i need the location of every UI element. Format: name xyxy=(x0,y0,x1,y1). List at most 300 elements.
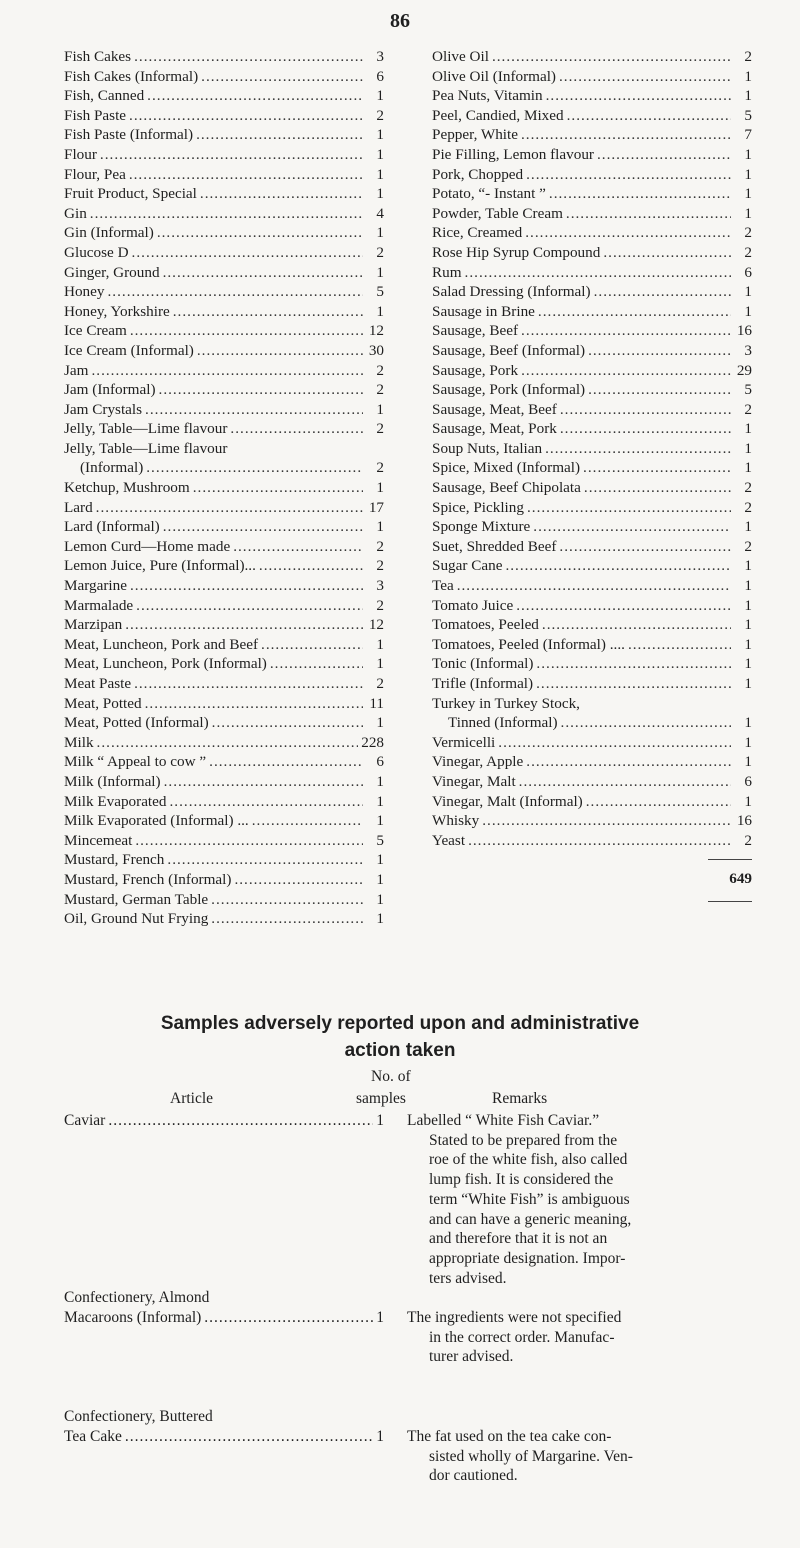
item-count: 2 xyxy=(744,537,752,555)
dot-leader xyxy=(167,850,363,870)
item-count: 16 xyxy=(736,322,752,340)
item-name: Tomato Juice xyxy=(432,596,514,614)
right-item-row xyxy=(432,47,752,67)
left-item-row xyxy=(64,67,384,87)
right-item-row xyxy=(432,243,752,263)
item-count: 1 xyxy=(744,518,752,536)
remarks-line: in the correct order. Manufac- xyxy=(429,1328,615,1346)
item-name: Vermicelli xyxy=(432,733,496,751)
dot-leader xyxy=(259,556,363,576)
item-count: 1 xyxy=(376,518,384,536)
item-count: 2 xyxy=(376,459,384,477)
item-name: Lemon Curd—Home made xyxy=(64,537,231,555)
right-item-row xyxy=(432,615,752,635)
item-name: Spice, Pickling xyxy=(432,498,524,516)
right-item-row xyxy=(432,184,752,204)
item-name: Meat, Luncheon, Pork (Informal) xyxy=(64,655,267,673)
dot-leader xyxy=(492,47,731,67)
dot-leader xyxy=(567,106,731,126)
item-name: Tonic (Informal) xyxy=(432,655,534,673)
item-count: 2 xyxy=(376,420,384,438)
left-item-row xyxy=(64,86,384,106)
right-item-row xyxy=(432,674,752,694)
item-count: 2 xyxy=(376,361,384,379)
left-item-row xyxy=(64,615,384,635)
item-count: 1 xyxy=(376,714,384,732)
item-name: Yeast xyxy=(432,831,466,849)
item-count: 1 xyxy=(744,557,752,575)
dot-leader xyxy=(91,361,363,381)
dot-leader xyxy=(170,792,364,812)
item-name: Meat Paste xyxy=(64,675,132,692)
total-count: 649 xyxy=(729,870,752,888)
dot-leader xyxy=(583,458,731,478)
left-item-row xyxy=(64,145,384,165)
dot-leader xyxy=(108,1111,373,1131)
item-count: 1 xyxy=(744,616,752,634)
right-item-row xyxy=(432,125,752,145)
item-name: Rose Hip Syrup Compound xyxy=(432,243,601,261)
item-count: 29 xyxy=(736,361,752,379)
remarks-line: roe of the white fish, also called xyxy=(429,1151,628,1169)
right-item-row xyxy=(432,517,752,537)
right-item-row xyxy=(432,145,752,165)
remarks-line: The fat used on the tea cake con- xyxy=(407,1428,612,1445)
item-count: 2 xyxy=(744,224,752,242)
article-line xyxy=(64,1427,384,1447)
item-name: Fish, Canned xyxy=(64,87,145,105)
left-item-row xyxy=(64,713,384,733)
entry-remarks xyxy=(407,1111,737,1288)
remarks-line: appropriate designation. Impor- xyxy=(429,1249,626,1267)
left-item-row xyxy=(64,165,384,185)
no-of-header: No. of xyxy=(371,1068,411,1085)
item-name: Sausage, Meat, Pork xyxy=(432,420,557,438)
dot-leader xyxy=(108,282,364,302)
item-name: Tinned (Informal) xyxy=(448,714,558,732)
item-count: 2 xyxy=(744,831,752,849)
dot-leader xyxy=(212,713,363,733)
left-item-row xyxy=(64,733,384,753)
item-count: 1 xyxy=(376,890,384,908)
right-item-row xyxy=(432,380,752,400)
item-name: Sausage in Brine xyxy=(432,302,535,320)
item-name: Fish Paste xyxy=(64,106,127,124)
item-name: Ginger, Ground xyxy=(64,263,160,281)
item-name: Mustard, French (Informal) xyxy=(64,870,232,888)
item-name: Rice, Creamed xyxy=(432,224,523,242)
dot-leader xyxy=(134,674,363,694)
right-item-row xyxy=(432,86,752,106)
item-name: Pea Nuts, Vitamin xyxy=(432,87,543,105)
item-count: 2 xyxy=(744,479,752,497)
item-count: 12 xyxy=(368,322,384,340)
item-name: Sausage, Pork xyxy=(432,361,519,379)
remarks-line: ters advised. xyxy=(429,1269,507,1287)
dot-leader xyxy=(129,165,363,185)
item-count: 2 xyxy=(744,48,752,65)
dot-leader xyxy=(163,517,363,537)
right-item-row xyxy=(432,458,752,478)
item-count: 1 xyxy=(744,714,752,732)
right-item-row xyxy=(432,596,752,616)
item-name: Milk “ Appeal to cow ” xyxy=(64,753,207,771)
dot-leader xyxy=(536,674,731,694)
item-name: Pork, Chopped xyxy=(432,165,524,183)
dot-leader xyxy=(197,341,363,361)
right-item-row xyxy=(432,654,752,674)
item-count: 1 xyxy=(376,224,384,242)
left-item-row xyxy=(64,909,384,929)
entry-count: 1 xyxy=(376,1112,384,1129)
dot-leader xyxy=(526,165,731,185)
right-item-row xyxy=(432,282,752,302)
dot-leader xyxy=(560,400,731,420)
entry-remarks xyxy=(407,1308,737,1367)
remarks-line: lump fish. It is considered the xyxy=(429,1171,614,1189)
item-count: 1 xyxy=(744,67,752,85)
item-name: Flour xyxy=(64,145,97,163)
dot-leader xyxy=(234,870,363,890)
dot-leader xyxy=(97,733,359,753)
item-count: 6 xyxy=(744,772,752,790)
item-count: 1 xyxy=(744,635,752,653)
item-name: Sugar Cane xyxy=(432,557,503,575)
article-line xyxy=(64,1111,384,1131)
remarks-line: and therefore that it is not an xyxy=(429,1230,608,1248)
left-item-row xyxy=(64,361,384,381)
right-item-row xyxy=(432,635,752,655)
right-item-row xyxy=(432,713,752,733)
left-item-list xyxy=(64,47,384,929)
dot-leader xyxy=(521,125,731,145)
right-item-row xyxy=(432,576,752,596)
right-item-row xyxy=(432,204,752,224)
item-name: Vinegar, Apple xyxy=(432,753,524,771)
left-item-row xyxy=(64,772,384,792)
item-name: Margarine xyxy=(64,577,127,595)
item-count: 5 xyxy=(376,283,384,301)
item-count: 1 xyxy=(376,772,384,790)
dot-leader xyxy=(516,596,731,616)
item-name: Suet, Shredded Beef xyxy=(432,537,557,555)
item-name: Sausage, Beef (Informal) xyxy=(432,341,586,359)
item-name: Salad Dressing (Informal) xyxy=(432,283,591,301)
article-name: Confectionery, Almond xyxy=(64,1289,210,1307)
dot-leader xyxy=(586,792,731,812)
dot-leader xyxy=(559,537,731,557)
right-item-row xyxy=(432,831,752,851)
right-item-row xyxy=(432,537,752,557)
dot-leader xyxy=(527,498,731,518)
right-item-row xyxy=(432,67,752,87)
item-name: Honey xyxy=(64,283,105,301)
item-name: Tomatoes, Peeled xyxy=(432,616,539,634)
item-name: Milk (Informal) xyxy=(64,772,161,790)
dot-leader xyxy=(566,204,731,224)
remarks-line: dor cautioned. xyxy=(429,1467,518,1485)
right-item-row xyxy=(432,556,752,576)
item-name: Ketchup, Mushroom xyxy=(64,479,190,497)
left-item-row xyxy=(64,243,384,263)
item-name: Tea xyxy=(432,577,454,595)
dot-leader xyxy=(200,184,363,204)
item-name: Fish Cakes (Informal) xyxy=(64,67,199,85)
item-count: 1 xyxy=(744,204,752,222)
item-name: (Informal) xyxy=(80,459,144,477)
left-item-row xyxy=(64,204,384,224)
right-item-row xyxy=(432,223,752,243)
dot-leader xyxy=(521,321,731,341)
left-item-row xyxy=(64,498,384,518)
item-name: Vinegar, Malt xyxy=(432,772,516,790)
dot-leader xyxy=(498,733,731,753)
item-count: 1 xyxy=(744,439,752,457)
item-count: 1 xyxy=(744,185,752,203)
item-name: Ice Cream (Informal) xyxy=(64,341,194,359)
right-item-row xyxy=(432,439,752,459)
item-count: 1 xyxy=(376,870,384,888)
item-count: 2 xyxy=(744,498,752,516)
dot-leader xyxy=(136,596,363,616)
dot-leader xyxy=(204,1308,373,1328)
dot-leader xyxy=(129,106,363,126)
item-name: Sausage, Meat, Beef xyxy=(432,400,557,418)
item-name: Honey, Yorkshire xyxy=(64,302,170,320)
dot-leader xyxy=(560,419,731,439)
item-count: 1 xyxy=(376,635,384,653)
dot-leader xyxy=(482,811,731,831)
left-item-row xyxy=(64,674,384,694)
item-count: 1 xyxy=(376,165,384,183)
dot-leader xyxy=(233,537,363,557)
item-count: 6 xyxy=(376,753,384,771)
right-item-row xyxy=(432,498,752,518)
item-name: Meat, Luncheon, Pork and Beef xyxy=(64,635,259,653)
remarks-line: sisted wholly of Margarine. Ven- xyxy=(429,1447,633,1465)
item-name: Olive Oil xyxy=(432,48,489,65)
item-name: Jelly, Table—Lime flavour xyxy=(64,439,228,457)
item-name: Milk Evaporated xyxy=(64,792,167,810)
item-name: Sausage, Pork (Informal) xyxy=(432,381,586,399)
dot-leader xyxy=(261,635,363,655)
dot-leader xyxy=(159,380,363,400)
dot-leader xyxy=(125,1427,373,1447)
right-item-row xyxy=(432,302,752,322)
right-item-row xyxy=(432,361,752,381)
item-count: 2 xyxy=(744,400,752,418)
right-item-list xyxy=(432,47,752,902)
item-name: Milk Evaporated (Informal) ... xyxy=(64,812,249,830)
item-count: 6 xyxy=(376,67,384,85)
item-name: Spice, Mixed (Informal) xyxy=(432,459,581,477)
dot-leader xyxy=(533,517,731,537)
item-name: Jam Crystals xyxy=(64,400,143,418)
item-count: 1 xyxy=(376,812,384,830)
right-item-row xyxy=(432,772,752,792)
item-count: 1 xyxy=(744,459,752,477)
article-name: Confectionery, Buttered xyxy=(64,1408,213,1426)
item-count: 1 xyxy=(376,479,384,497)
item-count: 4 xyxy=(376,204,384,222)
item-count: 30 xyxy=(368,341,384,359)
item-count: 1 xyxy=(744,577,752,595)
dot-leader xyxy=(164,772,363,792)
left-item-row xyxy=(64,184,384,204)
dot-leader xyxy=(542,615,731,635)
item-count: 2 xyxy=(376,596,384,614)
remarks-line: term “White Fish” is ambiguous xyxy=(429,1190,630,1208)
dot-leader xyxy=(536,654,731,674)
dot-leader xyxy=(135,831,363,851)
item-count: 1 xyxy=(744,145,752,163)
item-count: 1 xyxy=(744,165,752,183)
dot-leader xyxy=(519,772,731,792)
left-item-row xyxy=(64,106,384,126)
dot-leader xyxy=(561,713,731,733)
item-name: Jam xyxy=(64,361,89,379)
right-item-row xyxy=(432,165,752,185)
item-name: Vinegar, Malt (Informal) xyxy=(432,792,583,810)
item-count: 5 xyxy=(376,831,384,849)
dot-leader xyxy=(603,243,731,263)
item-count: 1 xyxy=(376,400,384,418)
entry-article xyxy=(64,1288,384,1327)
dot-leader xyxy=(100,145,363,165)
dot-leader xyxy=(125,615,363,635)
left-item-row xyxy=(64,439,384,459)
item-count: 3 xyxy=(744,341,752,359)
item-count: 5 xyxy=(744,381,752,399)
remarks-line: turer advised. xyxy=(429,1348,514,1366)
total-rule-bottom xyxy=(708,901,752,902)
item-name: Marmalade xyxy=(64,596,134,614)
item-count: 1 xyxy=(744,792,752,810)
item-name: Sponge Mixture xyxy=(432,518,531,536)
right-item-row xyxy=(432,106,752,126)
article-line xyxy=(64,1288,384,1308)
dot-leader xyxy=(525,223,731,243)
remarks-line: and can have a generic meaning, xyxy=(429,1210,632,1228)
dot-leader xyxy=(521,361,731,381)
dot-leader xyxy=(163,263,363,283)
section-heading-line1: Samples adversely reported upon and administrative xyxy=(160,1013,640,1034)
item-count: 1 xyxy=(376,126,384,144)
remarks-line: Labelled “ White Fish Caviar.” xyxy=(407,1112,600,1129)
dot-leader xyxy=(588,341,731,361)
item-count: 1 xyxy=(376,87,384,105)
item-name: Mustard, French xyxy=(64,851,165,869)
item-name: Oil, Ground Nut Frying xyxy=(64,910,209,928)
dot-leader xyxy=(134,47,363,67)
item-name: Soup Nuts, Italian xyxy=(432,439,543,457)
dot-leader xyxy=(549,184,731,204)
item-count: 1 xyxy=(376,910,384,928)
item-name: Flour, Pea xyxy=(64,165,126,183)
item-count: 1 xyxy=(376,185,384,203)
left-item-row xyxy=(64,596,384,616)
item-count: 1 xyxy=(376,792,384,810)
item-count: 1 xyxy=(744,753,752,771)
item-count: 3 xyxy=(376,577,384,595)
dot-leader xyxy=(211,890,363,910)
left-item-row xyxy=(64,47,384,67)
article-name: Caviar xyxy=(64,1112,106,1129)
item-name: Tomatoes, Peeled (Informal) .... xyxy=(432,635,625,653)
dot-leader xyxy=(538,302,731,322)
item-name: Lard (Informal) xyxy=(64,518,160,536)
item-name: Fish Cakes xyxy=(64,48,132,65)
dot-leader xyxy=(505,556,731,576)
left-item-row xyxy=(64,890,384,910)
article-line xyxy=(64,1407,384,1427)
entry-article xyxy=(64,1111,384,1131)
item-count: 5 xyxy=(744,106,752,124)
item-count: 1 xyxy=(376,302,384,320)
item-name: Gin xyxy=(64,204,87,222)
item-count: 1 xyxy=(744,302,752,320)
left-item-row xyxy=(64,478,384,498)
dot-leader xyxy=(559,67,731,87)
left-item-row xyxy=(64,517,384,537)
remarks-header: Remarks xyxy=(492,1090,548,1107)
item-count: 2 xyxy=(376,675,384,692)
dot-leader xyxy=(546,86,731,106)
left-item-row xyxy=(64,792,384,812)
entry-article xyxy=(64,1407,384,1446)
item-count: 3 xyxy=(376,48,384,65)
item-name: Mincemeat xyxy=(64,831,133,849)
remarks-line: The ingredients were not specified xyxy=(407,1309,622,1326)
left-item-row xyxy=(64,125,384,145)
left-item-row xyxy=(64,635,384,655)
article-name: Tea Cake xyxy=(64,1428,122,1446)
item-count: 1 xyxy=(376,145,384,163)
article-line xyxy=(64,1308,384,1328)
item-name: Turkey in Turkey Stock, xyxy=(432,694,580,712)
dot-leader xyxy=(588,380,731,400)
left-item-row xyxy=(64,223,384,243)
section-heading-line2: action taken xyxy=(344,1040,456,1061)
dot-leader xyxy=(597,145,731,165)
dot-leader xyxy=(594,282,731,302)
item-name: Gin (Informal) xyxy=(64,224,154,242)
item-count: 2 xyxy=(376,106,384,124)
item-count: 1 xyxy=(744,733,752,751)
dot-leader xyxy=(211,909,363,929)
right-item-row xyxy=(432,694,752,714)
left-item-row xyxy=(64,694,384,714)
dot-leader xyxy=(457,576,731,596)
item-count: 1 xyxy=(376,263,384,281)
dot-leader xyxy=(270,654,363,674)
entry-remarks xyxy=(407,1427,737,1486)
dot-leader xyxy=(130,321,363,341)
item-name: Fruit Product, Special xyxy=(64,185,197,203)
item-name: Meat, Potted xyxy=(64,694,142,712)
item-name: Peel, Candied, Mixed xyxy=(432,106,564,124)
dot-leader xyxy=(130,576,363,596)
left-item-row xyxy=(64,380,384,400)
item-count: 228 xyxy=(361,733,384,751)
left-item-row xyxy=(64,400,384,420)
item-name: Glucose D xyxy=(64,243,129,261)
right-item-row xyxy=(432,752,752,772)
samples-header: samples xyxy=(356,1090,406,1107)
dot-leader xyxy=(465,263,731,283)
item-count: 2 xyxy=(744,243,752,261)
left-item-row xyxy=(64,831,384,851)
